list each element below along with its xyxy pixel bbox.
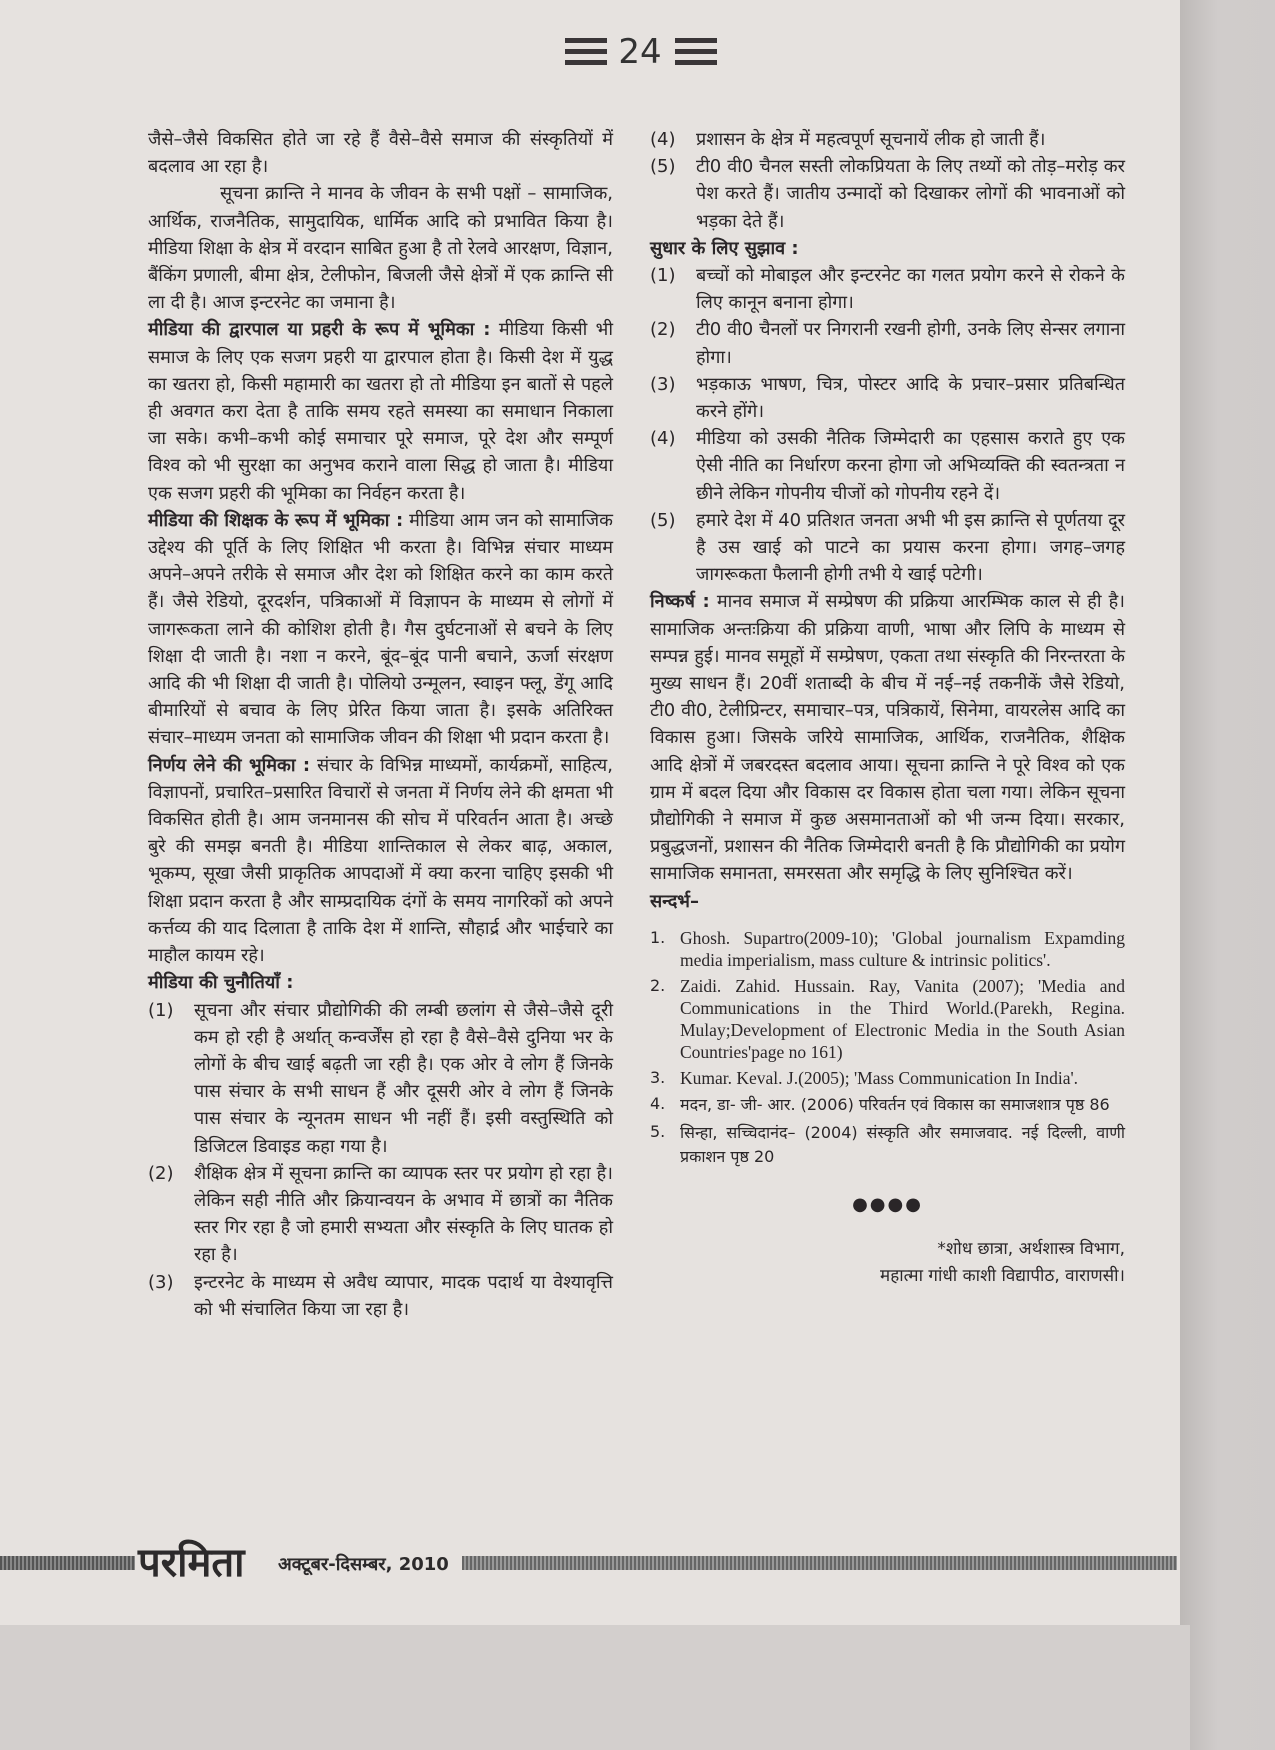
reference-item (650, 1093, 1125, 1117)
page-number-header (560, 28, 720, 78)
reference-item (650, 1067, 1125, 1089)
reference-text: मदन, डा- जी- आर. (2006) परिवर्तन एवं विकास का समाजशात्र पृष्ठ 86 (680, 1094, 1110, 1114)
list-text: टी0 वी0 चैनल सस्ती लोकप्रियता के लिए तथ्यों को तोड़–मरोड़ कर पेश करते हैं। जातीय उन्मादों को दिखाकर लोगों की भावनाओं को भड़का देते हैं। (696, 156, 1125, 232)
section-heading: मीडिया की शिक्षक के रूप में भूमिका : (148, 509, 404, 531)
list-text: टी0 वी0 चैनलों पर निगरानी रखनी होगी, उनके लिए सेन्सर लगाना होगा। (696, 319, 1125, 368)
list-text: हमारे देश में 40 प्रतिशत जनता अभी भी इस क्रान्ति से पूर्णतया दूर है उस खाई को पाटने का प्रयास करना होगा। जगह–जगह जागरूकता फैलानी होगी तभी ये खाई पटेगी। (696, 509, 1125, 586)
references-list (650, 927, 1125, 1169)
list-text: सूचना और संचार प्रौद्योगिकी की लम्बी छलांग से जैसे–जैसे दूरी कम हो रही है अर्थात् कन्वर्जेंस हो रहा है वैसे–वैसे दुनिया भर के लोगों के बीच खाई बढ़ती जा रही है। एक ओर वे लोग हैं जिनके पास संचार के सभी साधन हैं और दूसरी ओर वे लोग हैं जिनके पास संचार के न्यूनतम साधन भी नहीं हैं। इसी वस्तुस्थिति को डिजिटल डिवाइड कहा गया है। (194, 999, 613, 1157)
header-bars-left (565, 38, 607, 68)
list-number: (3) (650, 373, 676, 395)
journal-title: परमिता (138, 1540, 245, 1586)
list-text: प्रशासन के क्षेत्र में महत्वपूर्ण सूचनायें लीक हो जाती हैं। (696, 129, 1046, 150)
page-number: 24 (618, 32, 662, 72)
list-number: (1) (650, 265, 676, 287)
list-number: (1) (148, 999, 174, 1021)
reference-item (650, 975, 1125, 1063)
reference-item (650, 1121, 1125, 1169)
list-text: भड़काऊ भाषण, चित्र, पोस्टर आदि के प्रचार–प्रसार प्रतिबन्धित करने होंगे। (696, 373, 1125, 423)
list-number: (4) (650, 129, 676, 150)
list-number: (2) (148, 1162, 174, 1184)
challenges-heading: मीडिया की चुनौतियाँ : (148, 972, 294, 994)
list-item (650, 153, 1125, 235)
header-bars-right (675, 38, 717, 68)
scan-bottom-margin (0, 1625, 1190, 1750)
right-column (650, 126, 1125, 1290)
list-item (148, 1269, 613, 1323)
list-item (650, 371, 1125, 425)
reference-number: 2. (650, 975, 666, 995)
section-heading: निर्णय लेने की भूमिका : (148, 754, 311, 776)
issue-date: अक्टूबर-दिसम्बर, 2010 (278, 1554, 449, 1575)
page-footer (0, 1538, 1190, 1588)
list-item (148, 1160, 613, 1269)
affiliation-line: *शोध छात्रा, अर्थशास्त्र विभाग, (937, 1239, 1125, 1260)
footer-rule-right (462, 1556, 1177, 1570)
conclusion-text: मानव समाज में सम्प्रेषण की प्रक्रिया आरम्भिक काल से ही है। सामाजिक अन्तःक्रिया की प्रक्रिया वाणी, भाषा और लिपि के माध्यम से सम्पन्न हुई। मानव समूहों में सम्प्रेषण, एकता तथा संस्कृति की निरन्तरता के मुख्य साधन हैं। 20वीं शताब्दी के बीच में नई–नई तकनीकें जैसे रेडियो, टी0 वी0, टेलीप्रिन्टर, समाचार–पत्र, पत्रिकायें, सिनेमा, वायरलेस आदि का विकास हुआ। जिसके जरिये सामाजिक, आर्थिक, राजनैतिक, शैक्षिक आदि क्षेत्रों में जबरदस्त बदलाव आया। सूचना क्रान्ति ने पूरे विश्व को एक ग्राम में बदल दिया और विकास दर विकास होता चला गया। लेकिन सूचना प्रौद्योगिकी ने समाज में कुछ असमानताओं को भी जन्म दिया। सरकार, प्रबुद्धजनों, प्रशासन की नैतिक जिम्मेदारी बनती है कि प्रौद्योगिकी का प्रयोग सामाजिक समानता, समरसता और समृद्धि के लिए सुनिश्चित करें। (650, 591, 1125, 885)
list-number: (5) (650, 509, 676, 531)
list-number: (2) (650, 319, 676, 341)
reference-number: 4. (650, 1093, 666, 1113)
list-item (650, 262, 1125, 316)
list-text: बच्चों को मोबाइल और इन्टरनेट का गलत प्रयोग करने से रोकने के लिए कानून बनाना होगा। (696, 265, 1125, 314)
facing-page-edge (1180, 0, 1275, 1750)
list-text: शैक्षिक क्षेत्र में सूचना क्रान्ति का व्यापक स्तर पर प्रयोग हो रहा है। लेकिन सही नीति और क्रियान्वयन के अभाव में छात्रों का नैतिक स्तर गिर रहा है जो हमारी सभ्यता और संस्कृति के लिए घातक हो रहा है। (194, 1162, 613, 1266)
list-item (148, 997, 613, 1160)
section-paragraph (148, 316, 613, 506)
list-item (650, 507, 1125, 589)
references-heading: सन्दर्भ– (650, 890, 699, 912)
paragraph: जैसे–जैसे विकसित होते जा रहे हैं वैसे–वैसे समाज की संस्कृतियों में बदलाव आ रहा है। (148, 129, 613, 178)
list-item (650, 425, 1125, 507)
reference-number: 3. (650, 1067, 666, 1087)
reference-number: 5. (650, 1121, 666, 1141)
reference-number: 1. (650, 927, 666, 947)
end-separator: ●●●● (852, 1193, 923, 1215)
conclusion-heading: निष्कर्ष : (650, 591, 710, 613)
reference-item (650, 927, 1125, 971)
left-column (148, 126, 613, 1323)
section-paragraph (148, 507, 613, 752)
conclusion-paragraph (650, 588, 1125, 887)
affiliation-line: महात्मा गांधी काशी विद्यापीठ, वाराणसी। (880, 1266, 1125, 1287)
reference-text: Kumar. Keval. J.(2005); 'Mass Communication In India'. (680, 1067, 1079, 1088)
reference-text: सिन्हा, सच्चिदानंद– (2004) संस्कृति और समाजवाद. नई दिल्ली, वाणी प्रकाशन पृष्ठ 20 (680, 1122, 1125, 1166)
list-item (650, 126, 1125, 153)
section-text: संचार के विभिन्न माध्यमों, कार्यक्रमों, साहित्य, विज्ञापनों, प्रचारित–प्रसारित विचारों से जनता में निर्णय लेने की क्षमता भी विकसित होती है। आम जनमानस की सोच में परिवर्तन आता है। अच्छे बुरे की समझ बनती है। मीडिया शान्तिकाल से लेकर बाढ़, अकाल, भूकम्प, सूखा जैसी प्राकृतिक आपदाओं में क्या करना चाहिए इसकी भी शिक्षा प्रदान करता है और साम्प्रदायिक दंगों के समय नागरिकों को अपने कर्त्तव्य की याद दिलाता है ताकि देश में शान्ति, सौहार्द्र और भाईचारे का माहौल कायम रहे। (148, 754, 613, 967)
reference-text: Ghosh. Supartro(2009-10); 'Global journalism Expamding media imperialism, mass culture & intrinsic politics'. (680, 927, 1125, 970)
footer-rule-left (0, 1556, 135, 1570)
list-text: मीडिया को उसकी नैतिक जिम्मेदारी का एहसास कराते हुए एक ऐसी नीति का निर्धारण करना होगा जो अभिव्यक्ति की स्वतन्त्रता न छीने लेकिन गोपनीय चीजों को गोपनीय रहने दें। (696, 428, 1125, 504)
section-text: मीडिया आम जन को सामाजिक उद्देश्य की पूर्ति के लिए शिक्षित भी करता है। विभिन्न संचार माध्यम अपने–अपने तरीके से समाज और देश को शिक्षित करने का काम करते हैं। जैसे रेडियो, दूरदर्शन, पत्रिकाओं में विज्ञापन के माध्यम से लोगों में जागरूकता लाने की कोशिश होती है। गैस दुर्घटनाओं से बचने के लिए शिक्षा दी जाती है। नशा न करने, बूंद–बूंद पानी बचाने, ऊर्जा संरक्षण आदि की भी शिक्षा दी जाती है। पोलियो उन्मूलन, स्वाइन फ्लू, डेंगू आदि बीमारियों से बचाव के लिए प्रेरित किया जाता है। इसके अतिरिक्त संचार–माध्यम जनता को सामाजिक जीवन की शिक्षा भी प्रदान करता है। (148, 509, 613, 749)
list-text: इन्टरनेट के माध्यम से अवैध व्यापार, मादक पदार्थ या वेश्यावृत्ति को भी संचालित किया जा रहा है। (194, 1271, 613, 1320)
list-number: (4) (650, 428, 676, 450)
list-number: (5) (650, 156, 676, 178)
section-text: मीडिया किसी भी समाज के लिए एक सजग प्रहरी या द्वारपाल होता है। किसी देश में युद्ध का खतरा हो, किसी महामारी का खतरा हो तो मीडिया इन बातों से पहले ही अवगत करा देता है ताकि समय रहते समस्या का समाधान निकाला जा सके। कभी–कभी कोई समाचार पूरे समाज, पूरे देश और सम्पूर्ण विश्व को भी सुरक्षा का अनुभव कराने वाला सिद्ध हो जाता है। मीडिया एक सजग प्रहरी की भूमिका का निर्वहन करता है। (148, 319, 613, 504)
section-heading: मीडिया की द्वारपाल या प्रहरी के रूप में भूमिका : (148, 319, 491, 341)
list-item (650, 316, 1125, 370)
author-affiliation (650, 1236, 1125, 1290)
suggestions-heading: सुधार के लिए सुझाव : (650, 237, 799, 259)
section-paragraph (148, 752, 613, 970)
list-number: (3) (148, 1271, 174, 1293)
reference-text: Zaidi. Zahid. Hussain. Ray, Vanita (2007); 'Media and Communications in the Third World.(Parekh, Regina. Mulay;Development of Electronic Media in the South Asian Countries'page no 161) (680, 975, 1125, 1062)
paragraph: सूचना क्रान्ति ने मानव के जीवन के सभी पक्षों – सामाजिक, आर्थिक, राजनैतिक, सामुदायिक, धार्मिक आदि को प्रभावित किया है। मीडिया शिक्षा के क्षेत्र में वरदान साबित हुआ है तो रेलवे आरक्षण, विज्ञान, बैंकिंग प्रणाली, बीमा क्षेत्र, टेलीफोन, बिजली जैसे क्षेत्रों में एक क्रान्ति सी ला दी है। आज इन्टरनेट का जमाना है। (148, 183, 613, 314)
